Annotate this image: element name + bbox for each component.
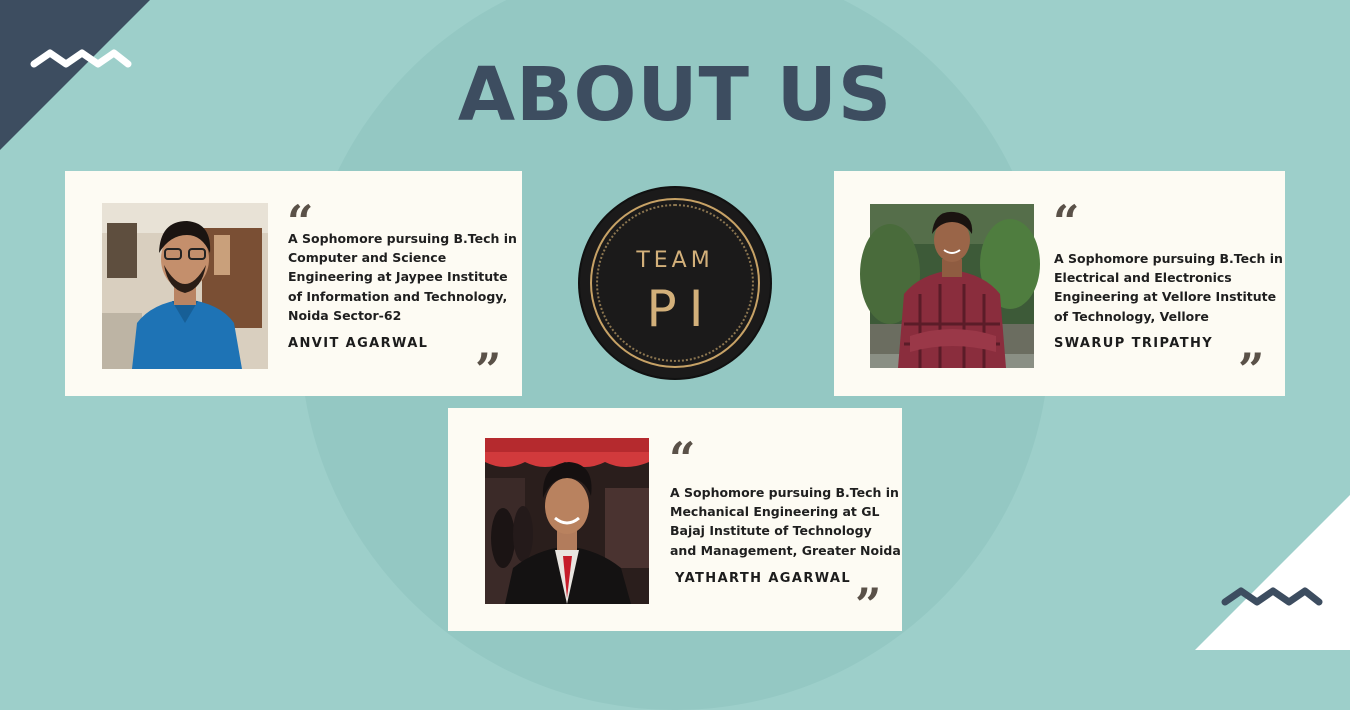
member-description: A Sophomore pursuing B.Tech in Electrical and Electronics Engineering at Vellore Institute of Technology, Vellore — [1054, 251, 1283, 324]
member-card — [65, 171, 522, 396]
member-name: YATHARTH AGARWAL — [675, 571, 852, 586]
member-card — [448, 408, 902, 631]
member-name: ANVIT AGARWAL — [288, 336, 429, 351]
quote-close-icon: ” — [475, 343, 502, 397]
logo-text-team: TEAM — [636, 248, 714, 273]
member-name: SWARUP TRIPATHY — [1054, 336, 1214, 351]
quote-open-icon: “ — [287, 195, 314, 249]
quote-open-icon: “ — [1053, 195, 1080, 249]
quote-close-icon: ” — [1238, 343, 1265, 397]
team-logo — [580, 188, 770, 378]
member-photo — [102, 203, 268, 369]
corner-decoration-bottom-right — [1195, 495, 1350, 650]
member-description: A Sophomore pursuing B.Tech in Mechanical Engineering at GL Bajaj Institute of Technology and Management, Greater Noida — [670, 485, 901, 558]
member-card — [834, 171, 1285, 396]
member-description: A Sophomore pursuing B.Tech in Computer and Science Engineering at Jaypee Institute of Information and Technology, Noida Sector-62 — [288, 231, 517, 323]
page-title: ABOUT US — [457, 52, 893, 138]
member-photo — [485, 438, 649, 604]
squiggle-icon — [1220, 584, 1324, 610]
quote-open-icon: “ — [669, 432, 696, 486]
logo-text-pi: PI — [646, 280, 716, 338]
quote-close-icon: ” — [855, 578, 882, 632]
member-photo — [870, 204, 1034, 368]
